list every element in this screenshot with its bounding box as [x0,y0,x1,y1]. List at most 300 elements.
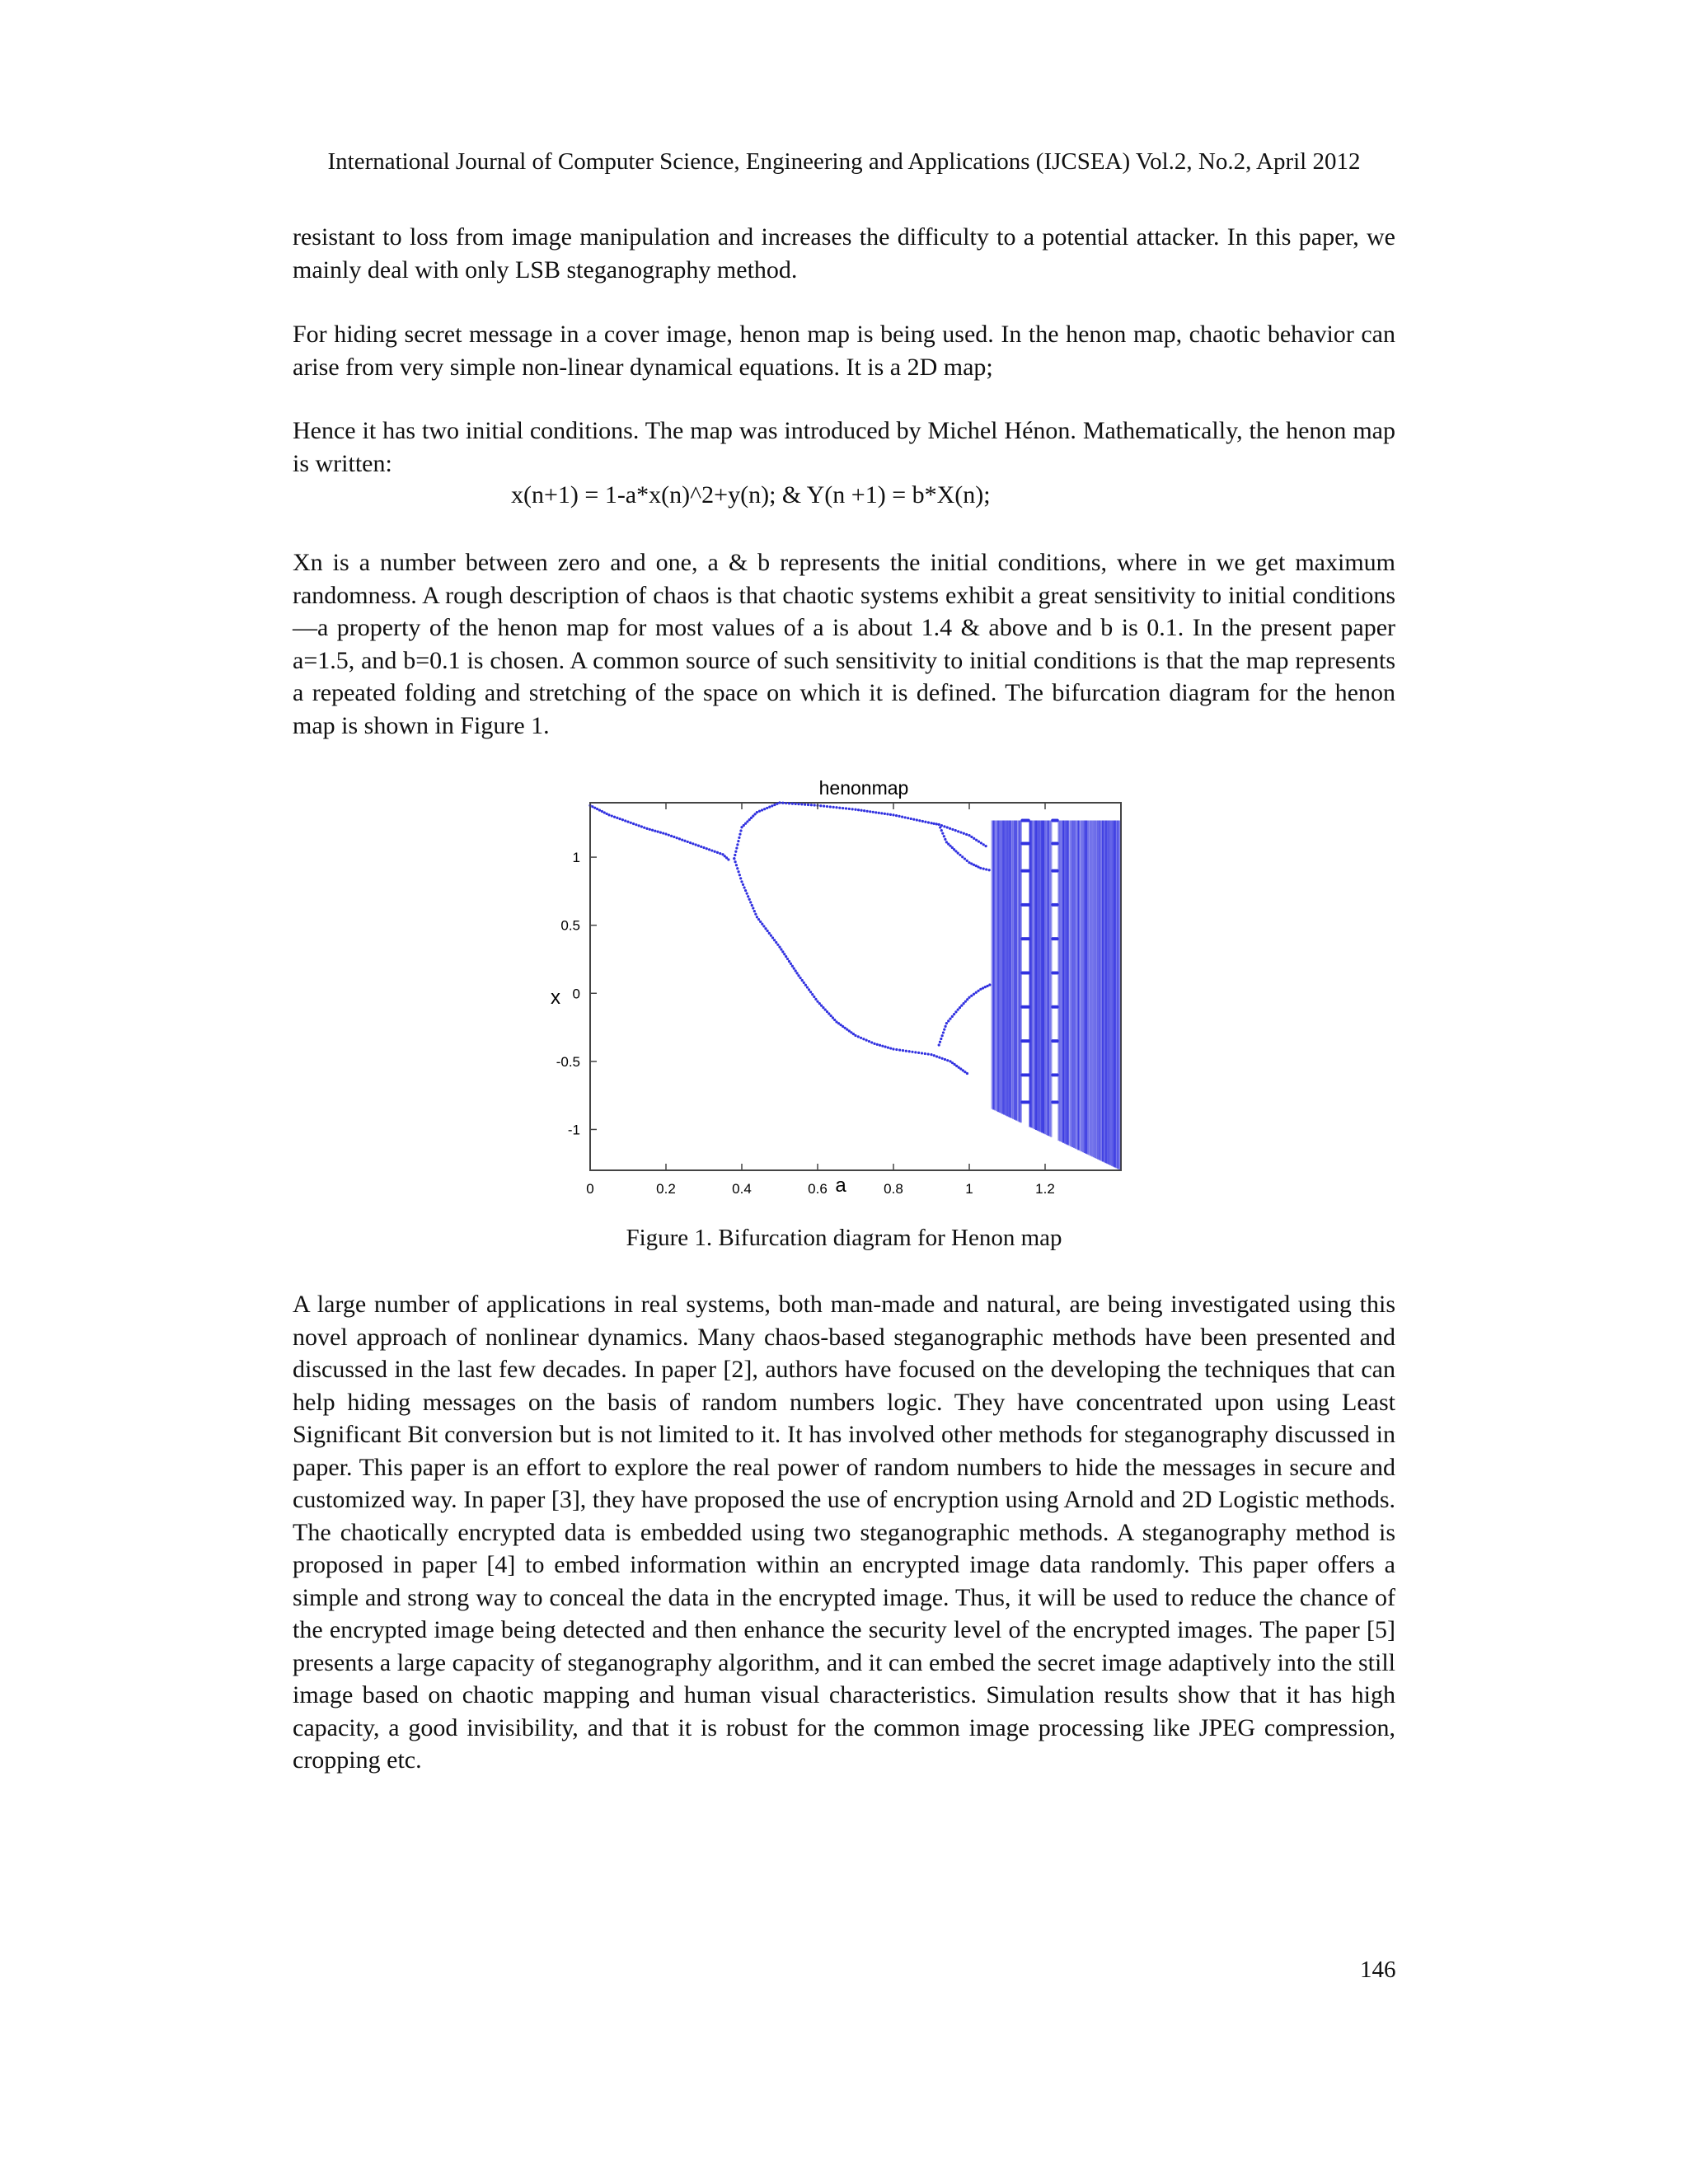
bifurcation-point [975,839,978,841]
bifurcation-point [845,807,847,809]
bifurcation-point [832,1016,834,1019]
bifurcation-point [621,818,624,821]
bifurcation-point [735,864,738,866]
bifurcation-point [940,1038,942,1040]
bifurcation-point [912,818,915,821]
bifurcation-point [797,803,799,805]
bifurcation-point [630,822,632,824]
bifurcation-point [768,932,771,935]
bifurcation-point [880,812,883,814]
bifurcation-point [738,837,740,839]
paragraph-1: resistant to loss from image manipulation and increases the difficulty to a potential attacker. In this paper, we mainly deal with only LSB steganography method. [293,223,1395,284]
bifurcation-point [697,845,700,847]
bifurcation-point [737,840,739,842]
bifurcation-point [806,986,809,988]
bifurcation-point [829,805,832,808]
chart-ticks [556,803,1055,1195]
bifurcation-point [944,838,946,841]
bifurcation-point [833,1019,836,1021]
y-tick-label: -1 [567,1122,580,1138]
bifurcation-point [706,847,708,850]
bifurcation-point [959,831,962,833]
bifurcation-point [938,1057,940,1059]
bifurcation-point [740,880,743,883]
running-header: International Journal of Computer Science, Engineering and Applications (IJCSEA) Vol.2, No.2, April 2012 [327,148,1361,175]
x-tick-label: 0.8 [884,1181,903,1195]
bifurcation-point [716,851,719,854]
bifurcation-point [649,828,651,831]
bifurcation-point [949,845,951,847]
bifurcation-point [977,990,979,992]
bifurcation-point [904,816,907,818]
bifurcation-point [751,904,753,907]
bifurcation-point [626,821,629,823]
bifurcation-point [963,832,965,835]
bifurcation-point [982,843,985,846]
bifurcation-point [820,1005,823,1007]
bifurcation-point [734,860,737,863]
bifurcation-point [978,840,980,842]
bifurcation-point [868,1040,870,1043]
bifurcation-point [946,1059,949,1062]
bifurcation-point [884,1046,887,1048]
bifurcation-point [988,983,991,986]
bifurcation-point [963,1002,965,1005]
bifurcation-point [758,810,761,813]
bifurcation-point [954,1010,957,1013]
y-axis-label: x [551,987,560,1009]
bifurcation-point [771,804,773,807]
bifurcation-point [750,817,753,819]
bifurcation-point [873,1043,875,1045]
y-tick-label: 0.5 [560,917,580,934]
bifurcation-point [930,822,932,824]
bifurcation-point [941,1057,944,1060]
bifurcation-point [735,846,738,849]
bifurcation-point [613,816,616,818]
bifurcation-point [668,834,670,837]
bifurcation-point [957,1008,959,1010]
bifurcation-point [939,826,941,828]
bifurcation-point [781,950,784,953]
x-tick-label: 0.4 [732,1181,752,1195]
bifurcation-point [842,1025,844,1028]
bifurcation-point [767,930,769,932]
bifurcation-point [776,944,779,946]
bifurcation-point [943,1029,945,1031]
x-axis-label: a [835,1174,846,1195]
bifurcation-point [892,813,894,816]
bifurcation-point [754,813,757,815]
bifurcation-point [932,823,935,825]
bifurcation-point [824,1008,827,1010]
bifurcation-point [886,813,889,815]
bifurcation-point [645,827,648,830]
bifurcation-point [828,1012,830,1015]
bifurcation-point [593,807,596,809]
bifurcation-point [954,1063,956,1066]
bifurcation-point [781,802,784,804]
bifurcation-point [799,977,801,979]
bifurcation-point [959,1006,961,1009]
bifurcation-point [930,1053,932,1056]
bifurcation-point [840,1024,842,1026]
bifurcation-point [951,828,954,831]
bifurcation-point [979,867,982,869]
bifurcation-point [807,804,809,806]
bifurcation-point [908,1050,911,1052]
bifurcation-point [654,830,656,832]
bifurcation-point [905,1050,907,1052]
bifurcation-point [776,803,778,805]
bifurcation-point [935,823,938,825]
bifurcation-point [761,923,763,926]
bifurcation-point [739,829,742,832]
bifurcation-point [811,993,814,996]
bifurcation-point [764,927,767,930]
bifurcation-point [795,803,797,805]
y-tick-label: 1 [572,850,580,866]
bifurcation-point [933,1054,935,1057]
bifurcation-point [606,813,608,815]
bifurcation-point [924,1052,926,1055]
bifurcation-point [970,836,973,838]
x-tick-label: 1.2 [1035,1181,1055,1195]
bifurcation-point [881,1045,884,1047]
bifurcation-point [945,1022,948,1024]
bifurcation-point [808,988,810,991]
bifurcation-point [938,823,940,826]
bifurcation-point [687,841,689,843]
bifurcation-point [643,827,645,829]
bifurcation-point [664,832,667,835]
bifurcation-point [954,829,957,832]
bifurcation-point [949,1060,951,1062]
bifurcation-point [968,861,970,864]
bifurcation-point [826,1010,828,1013]
bifurcation-point [788,960,790,963]
bifurcation-point [638,824,640,827]
bifurcation-point [953,1013,955,1015]
bifurcation-point [770,935,772,937]
bifurcation-point [966,998,968,1001]
bifurcation-point [954,850,957,852]
bifurcation-point [801,979,804,982]
bifurcation-point [866,810,869,813]
bifurcation-point [803,982,805,984]
bifurcation-point [743,824,745,827]
bifurcation-point [977,865,979,868]
bifurcation-point [946,826,949,828]
bifurcation-point [763,808,766,810]
bifurcation-point [761,808,763,811]
bifurcation-point [986,985,988,987]
bifurcation-point [814,998,817,1001]
paragraph-5: A large number of applications in real systems, both man-made and natural, are being investigated using this novel approach of nonlinear dynamics. Many chaos-based steganographic methods have been presented and discussed in the last few decades. In paper [2], authors have focused on the developing the techniques that can help hiding messages on the basis of random numbers logic. They have concentrated upon using Least Significant Bit conversion but is not limited to it. It has involved other methods for steganography discussed in paper. This paper is an effort to explore the real power of random numbers to hide the messages in secure and customized way. In paper [3], they have proposed the use of encryption using Arnold and 2D Logistic methods. The chaotically encrypted data is embedded using two steganographic methods. A steganography method is proposed in paper [4] to embed information within an encrypted image data randomly. This paper offers a simple and strong way to conceal the data in the encrypted image. Thus, it will be used to reduce the chance of the encrypted image being detected and then enhance the security level of the encrypted images. The paper [5] presents a large capacity of steganography algorithm, and it can embed the secret image adaptively into the still image based on chaotic mapping and human visual characteristics. Simulation results show that it has high capacity, a good invisibility, and that it is robust for the common image processing like JPEG compression, cropping etc. [293,1291,1395,1774]
bifurcation-point [914,1051,917,1053]
bifurcation-point [966,860,968,862]
bifurcation-point [714,851,716,853]
paragraph-2: For hiding secret message in a cover image, henon map is being used. In the henon map, chaotic behavior can arise from very simple non-linear dynamical equations. It is a 2D map; [293,321,1395,381]
x-tick-label: 0.2 [656,1181,676,1195]
bifurcation-chart [528,775,1154,1195]
chart-title: henonmap [818,777,909,799]
bifurcation-point [907,817,909,819]
bifurcation-point [979,988,982,991]
bifurcation-point [795,969,797,972]
bifurcation-point [838,807,841,809]
bifurcation-point [804,984,807,987]
bifurcation-point [681,838,683,841]
bifurcation-point [837,1022,840,1024]
bifurcation-point [870,1041,873,1043]
bifurcation-point [941,832,944,835]
bifurcation-point [736,843,738,846]
bifurcation-point [860,1037,862,1039]
henon-equation: x(n+1) = 1-a*x(n)^2+y(n); & Y(n +1) = b*X(n); [511,481,991,509]
bifurcation-point [921,820,924,823]
bifurcation-point [957,830,959,832]
bifurcation-point [832,806,835,808]
bifurcation-point [943,825,945,827]
bifurcation-point [895,1048,898,1051]
bifurcation-point [743,886,745,888]
bifurcation-point [598,808,601,811]
bifurcation-point [901,816,903,818]
bifurcation-point [964,1001,967,1003]
bifurcation-point [939,1041,941,1043]
bifurcation-point [953,848,955,851]
bifurcation-point [968,996,970,999]
bifurcation-point [819,804,822,807]
paragraph-4: Xn is a number between zero and one, a & b represents the initial conditions, where in we get maximum randomness. A rough description of chaos is that chaotic systems exhibit a great sensitivity to initial conditions—a property of the henon map for most values of a is about 1.4 & above and b is 0.1. In the present paper a=1.5, and b=0.1 is chosen. A common source of such sensitivity to initial conditions is that the map represents a repeated folding and stretching of the space on which it is defined. The bifurcation diagram for the henon map is shown in Figure 1. [293,549,1395,739]
bifurcation-point [844,1027,846,1029]
chart-marks [588,801,1119,1169]
bifurcation-point [733,857,735,860]
bifurcation-point [944,1025,946,1028]
bifurcation-point [778,945,781,948]
bifurcation-point [773,804,776,806]
bifurcation-point [785,802,787,804]
bifurcation-point [632,823,635,825]
bifurcation-point [860,809,862,812]
bifurcation-point [818,1002,821,1005]
bifurcation-point [949,1017,951,1019]
bifurcation-point [719,852,721,855]
bifurcation-point [985,868,987,870]
y-tick-label: -0.5 [556,1053,580,1070]
bifurcation-point [958,1066,960,1069]
bifurcation-point [748,898,751,901]
bifurcation-point [842,807,844,809]
bifurcation-point [884,813,886,815]
bifurcation-point [854,808,856,811]
bifurcation-point [809,991,812,993]
bifurcation-point [810,804,813,806]
page-number: 146 [1360,1957,1396,1983]
bifurcation-point [786,958,789,960]
bifurcation-point [757,918,760,921]
bifurcation-point [734,851,737,853]
bifurcation-point [846,1029,848,1031]
bifurcation-point [854,1034,856,1037]
bifurcation-point [921,1052,923,1054]
bifurcation-point [944,1058,946,1061]
bifurcation-point [973,837,975,840]
bifurcation-point [692,842,694,845]
bifurcation-point [988,869,991,871]
bifurcation-point [935,1055,938,1057]
bifurcation-point [700,846,702,848]
bifurcation-point [895,814,898,817]
bifurcation-point [814,804,816,806]
bifurcation-point [955,1065,958,1067]
bifurcation-point [917,1052,920,1054]
bifurcation-point [804,804,806,806]
bifurcation-point [795,972,798,974]
bifurcation-point [980,841,982,844]
bifurcation-point [927,821,930,823]
bifurcation-point [823,805,825,808]
bifurcation-point [918,819,921,822]
bifurcation-point [734,854,736,856]
bifurcation-point [826,805,828,808]
bifurcation-point [780,948,782,950]
bifurcation-point [857,808,860,811]
bifurcation-point [970,862,973,865]
bifurcation-point [984,986,987,988]
bifurcation-point [910,818,912,820]
bifurcation-point [702,846,705,849]
bifurcation-point [959,854,961,856]
bifurcation-point [738,874,741,876]
bifurcation-point [756,811,758,813]
bifurcation-point [960,1005,963,1007]
bifurcation-point [676,837,678,839]
bifurcation-point [662,832,664,834]
bifurcation-point [874,811,877,813]
x-tick-label: 0 [586,1181,594,1195]
bifurcation-point [835,806,837,808]
bifurcation-point [975,865,978,867]
bifurcation-point [947,843,950,846]
bifurcation-point [773,939,776,941]
bifurcation-point [869,810,871,813]
bifurcation-point [876,1043,879,1046]
bifurcation-point [739,877,742,879]
bifurcation-figure [528,775,1154,1195]
bifurcation-point [911,1051,913,1053]
bifurcation-point [852,1033,855,1035]
bifurcation-point [945,841,948,843]
bifurcation-point [889,1047,892,1049]
bifurcation-point [889,813,892,816]
bifurcation-point [959,1067,962,1070]
bifurcation-point [596,808,598,810]
bifurcation-point [607,813,610,816]
bifurcation-point [695,843,697,846]
bifurcation-point [591,805,593,808]
bifurcation-point [949,827,951,830]
bifurcation-point [635,823,637,826]
bifurcation-point [736,867,738,869]
bifurcation-point [975,991,978,994]
bifurcation-point [857,1035,860,1038]
bifurcation-point [848,1029,851,1032]
bifurcation-point [892,1047,894,1050]
bifurcation-point [727,858,729,860]
bifurcation-point [951,846,954,849]
bifurcation-point [968,834,970,837]
bifurcation-point [678,837,681,840]
bifurcation-point [970,995,973,997]
paragraph-3: Hence it has two initial conditions. The map was introduced by Michel Hénon. Mathematically, the henon map is written: [293,417,1395,477]
bifurcation-point [783,953,785,955]
bifurcation-point [965,833,968,836]
bifurcation-point [759,921,762,923]
bifurcation-point [862,1038,865,1040]
bifurcation-point [940,829,943,832]
bifurcation-point [941,1034,944,1037]
bifurcation-point [957,852,959,855]
bifurcation-point [872,811,874,813]
bifurcation-point [850,1031,852,1033]
bifurcation-point [964,1071,966,1073]
x-tick-label: 0.6 [808,1181,828,1195]
bifurcation-point [624,819,626,822]
bifurcation-point [961,855,964,858]
bifurcation-point [916,818,918,821]
bifurcation-point [927,1052,930,1055]
bifurcation-point [863,809,865,812]
bifurcation-point [985,845,987,847]
bifurcation-point [865,1039,868,1042]
bifurcation-point [683,840,686,842]
bifurcation-point [898,815,900,818]
bifurcation-point [640,825,643,827]
bifurcation-point [768,806,771,808]
bifurcation-point [766,807,768,809]
bifurcation-point [752,907,754,909]
bifurcation-point [778,801,781,804]
bifurcation-point [673,836,675,838]
bifurcation-point [762,925,765,927]
bifurcation-point [982,987,984,989]
bifurcation-point [848,808,851,810]
bifurcation-point [793,968,795,970]
bifurcation-point [835,1020,837,1023]
bifurcation-point [816,1001,818,1003]
bifurcation-point [851,808,854,810]
bifurcation-point [710,849,713,851]
figure-caption: Figure 1. Bifurcation diagram for Henon map [626,1225,1062,1251]
bifurcation-point [601,810,603,813]
bifurcation-point [689,841,692,844]
bifurcation-point [943,835,945,837]
bifurcation-point [790,963,792,965]
bifurcation-point [740,826,743,828]
bifurcation-point [651,829,654,832]
bifurcation-point [749,901,752,903]
bifurcation-point [744,823,747,825]
y-tick-label: 0 [572,986,580,1002]
bifurcation-point [611,814,613,817]
bifurcation-point [951,1015,954,1018]
bifurcation-point [744,889,747,892]
bifurcation-point [771,936,774,939]
bifurcation-point [603,811,606,813]
bifurcation-point [791,965,794,968]
